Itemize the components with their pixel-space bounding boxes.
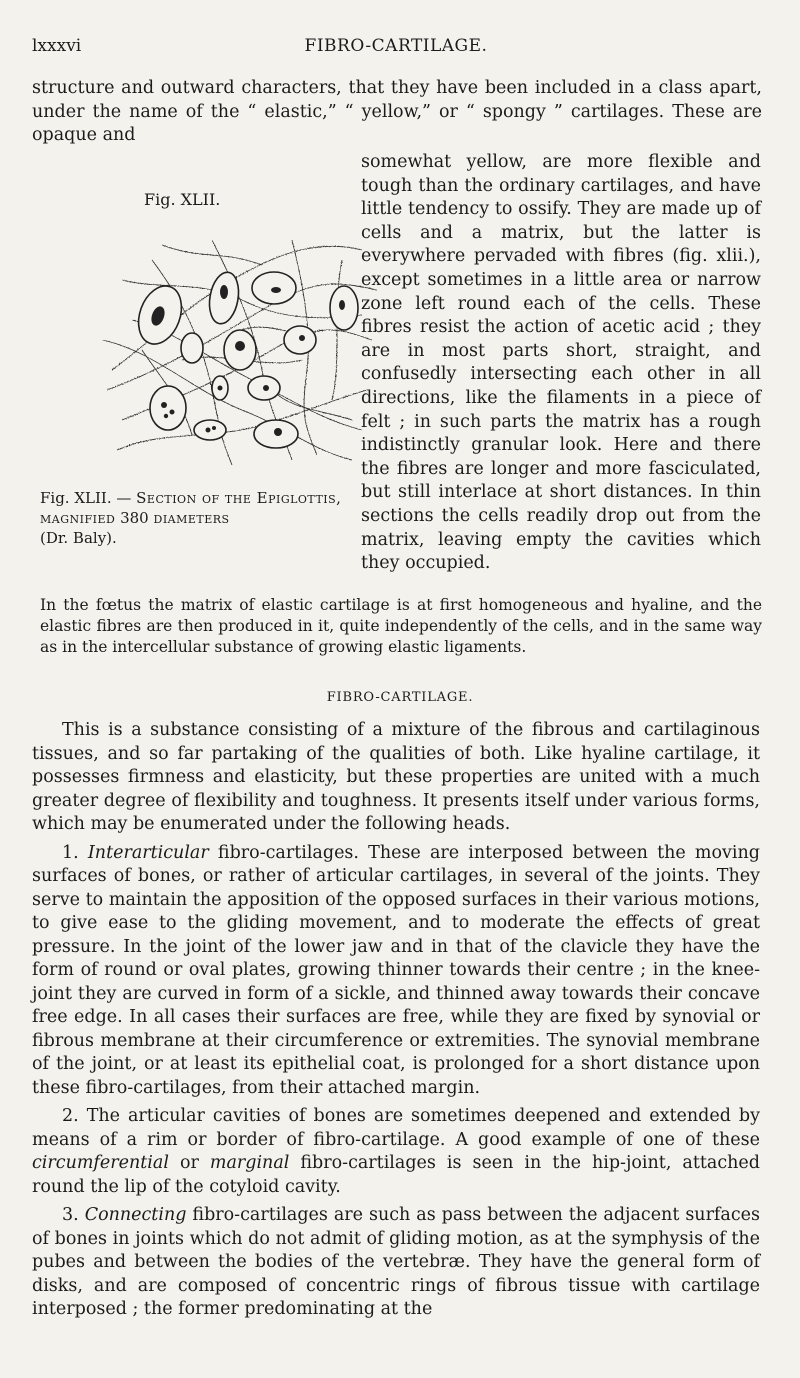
figure-title: Fig. XLII.	[144, 190, 221, 209]
paragraph-3-text-b: fibro-cartilages is seen in the hip-joint, attached round the lip of the cotyloid cavity.	[32, 1153, 760, 1197]
intro-text: structure and outward characters, that they have been included in a class apart, under the name of the “ elastic,” “ yellow,” or “ spongy ” cartilages.	[32, 78, 762, 122]
paragraph-3-emphasis-1: circumferential	[32, 1153, 169, 1173]
right-column-paragraph: somewhat yellow, are more flexible and tough than the ordinary cartilages, and have little tendency to ossify. They are made up of cells and a matrix, but the latter is everywhere pervaded with fibres (fig. xlii.), except sometimes in a little area or narrow zone left round each of the cells. These fibres resist the action of acetic acid ; they are in most parts short, straight, and confusedly intersecting each other in all directions, like the filaments in a piece of felt ; in such parts the matrix has a rough indistinctly granular look. Here and there the fibres are longer and more fasciculated, but still interlace at short distances. In thin sections the cells readily drop out from the matrix, leaving empty the cavities which they occupied.	[361, 152, 761, 574]
intro-paragraph	[32, 77, 762, 148]
figure-xlii	[34, 186, 354, 556]
paragraph-1: This is a substance consisting of a mixture of the fibrous and cartilaginous tissues, and so far partaking of the qualities of both. Like hyaline cartilage, it possesses firmness and elasticity, but these properties are united with a much greater degree of flexibility and toughness. It presents itself under various forms, which may be enumerated under the following heads.	[32, 720, 760, 834]
paragraph-3-text-a: 2. The articular cavities of bones are sometimes deepened and extended by means of a rim or border of fibro-cartilage. A good example of one of these	[32, 1106, 760, 1150]
paragraph-2-number: 1.	[62, 842, 79, 863]
caption-credit: (Dr. Baly).	[40, 529, 117, 547]
paragraph-3	[32, 1105, 760, 1199]
paragraph-4-emphasis: Connecting	[84, 1205, 187, 1225]
caption-number: 380	[120, 509, 149, 527]
caption-description: Section of the Epiglottis, magnified	[40, 489, 342, 527]
paragraph-2-emphasis: Interarticular	[87, 842, 209, 863]
epiglottis-section-illustration	[92, 220, 382, 470]
paragraph-2	[32, 842, 760, 1101]
right-column-text	[361, 151, 761, 576]
intro-tail: These are opaque and	[32, 101, 762, 145]
paragraph-4	[32, 1204, 760, 1322]
paragraph-2-text: fibro-cartilages. These are interposed between the moving surfaces of bones, or rather of articular cartilages, in several of the joints. They serve to maintain the apposition of the opposed surfaces in their various motions, to give ease to the gliding movement, and to moderate the effects of great pressure. In the joint of the lower jaw and in that of the clavicle they have the form of round or oval plates, growing thinner towards their centre ; in the knee-joint they are curved in form of a sickle, and thinned away towards their concave free edge. In all cases their surfaces are free, while they are fixed by synovial or fibrous membrane at their circumference or extremities. The synovial membrane of the joint, or at least its epithelial coat, is prolonged for a short distance upon these fibro-cartilages, from their attached margin.	[32, 842, 760, 1098]
paragraph-3-or: or	[179, 1153, 199, 1173]
paragraph-4-number: 3.	[62, 1205, 79, 1225]
foetus-paragraph: In the fœtus the matrix of elastic cartilage is at first homogeneous and hyaline, and the elastic fibres are then produced in it, quite independently of the cells, and in the same way as in the intercellular substance of growing elastic ligaments.	[40, 596, 762, 656]
caption-label: Fig. XLII. —	[40, 489, 132, 507]
section-heading: FIBRO-CARTILAGE.	[326, 690, 474, 705]
caption-unit: diameters	[153, 509, 230, 527]
paragraph-3-emphasis-2: marginal	[209, 1153, 290, 1173]
paragraph-4-text: fibro-cartilages are such as pass between the adjacent surfaces of bones in joints which do not admit of gliding motion, as at the symphysis of the pubes and between the bodies of the vertebræ. They have the general form of disks, and are composed of concentric rings of fibrous tissue with cartilage interposed ; the former predominating at the	[32, 1205, 760, 1319]
page-header	[32, 36, 760, 60]
figure-caption	[40, 488, 360, 548]
running-head: FIBRO-CARTILAGE.	[304, 36, 488, 56]
page-number: lxxxvi	[32, 36, 82, 56]
main-body-text	[32, 719, 760, 1327]
